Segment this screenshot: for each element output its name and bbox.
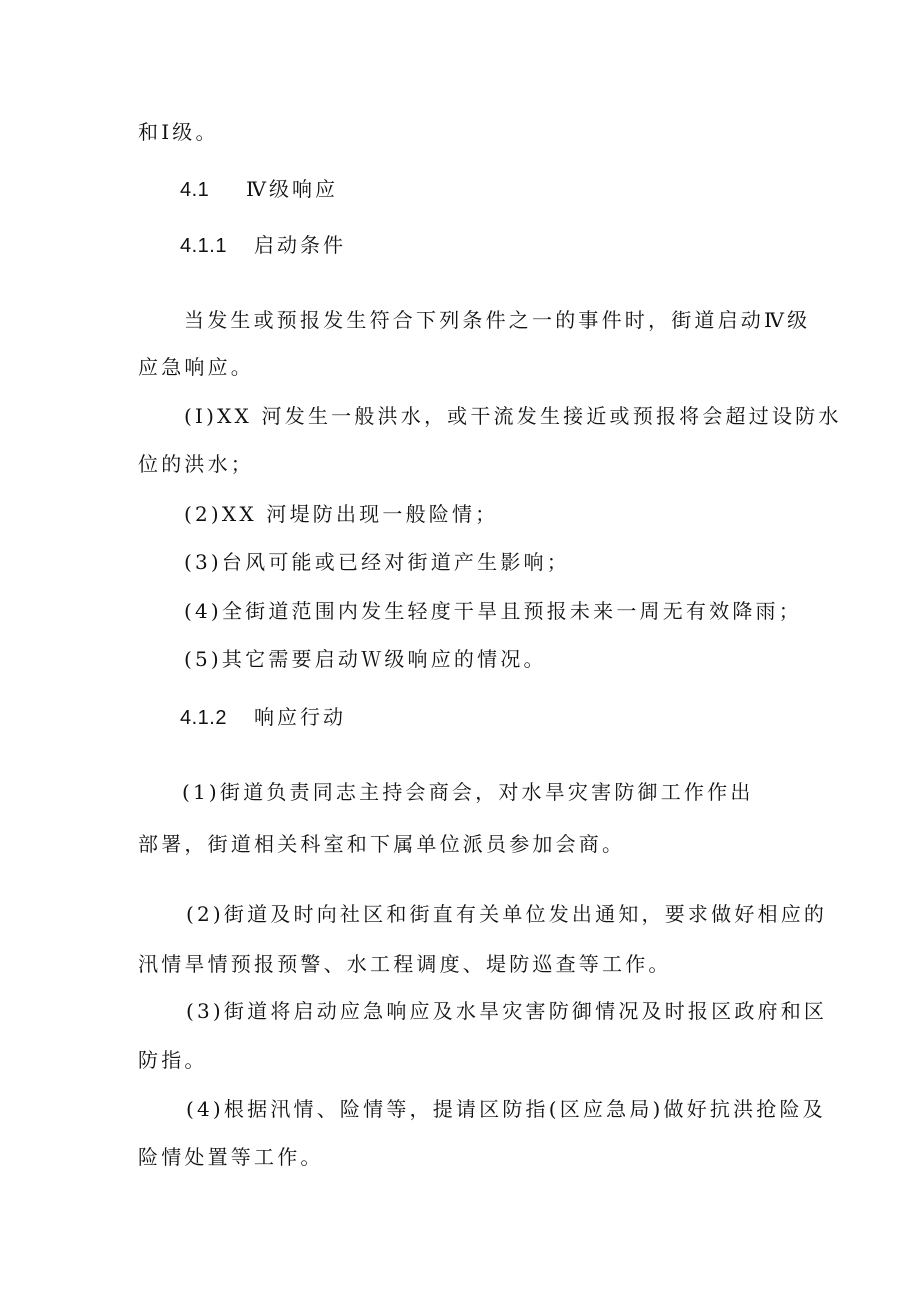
body-line: 险情处置等工作。 [138,1145,324,1169]
body-line: 防指。 [138,1048,208,1072]
body-line: 应急响应。 [138,355,254,379]
section-number: 4.1 [180,179,210,201]
section-number: 4.1.1 [180,235,227,257]
section-heading-4-1 [180,175,338,204]
body-line: (4)全街道范围内发生轻度干旱且预报未来一周无有效降雨； [184,599,802,623]
body-line: (2)街道及时向社区和街直有关单位发出通知，要求做好相应的 [186,902,828,926]
body-line: (Ⅰ)XX 河发生一般洪水，或干流发生接近或预报将会超过设防水 [184,404,842,428]
section-title: 启动条件 [254,233,346,257]
body-line: (5)其它需要启动Ｗ级响应的情况。 [184,647,547,671]
body-line: (3)街道将启动应急响应及水旱灾害防御情况及时报区政府和区 [186,999,828,1023]
section-title: Ⅳ级响应 [246,177,338,201]
section-heading-4-1-1 [180,231,346,260]
body-line: (3)台风可能或已经对街道产生影响； [184,550,570,574]
body-line: 当发生或预报发生符合下列条件之一的事件时，街道启动Ⅳ级 [184,308,811,332]
body-line: (4)根据汛情、险情等，提请区防指(区应急局)做好抗洪抢险及 [186,1097,826,1121]
body-line: (2)XX 河堤防出现一般险情； [184,502,499,526]
section-heading-4-1-2 [180,703,346,732]
section-title: 响应行动 [254,705,346,729]
body-line: 部署，街道相关科室和下属单位派员参加会商。 [138,832,626,856]
body-line: 位的洪水； [138,452,254,476]
body-line: 和Ⅰ级。 [138,120,219,144]
section-number: 4.1.2 [180,707,227,729]
body-line: (1)街道负责同志主持会商会，对水旱灾害防御工作作出 [182,780,754,804]
body-line: 汛情旱情预报预警、水工程调度、堤防巡查等工作。 [138,952,672,976]
